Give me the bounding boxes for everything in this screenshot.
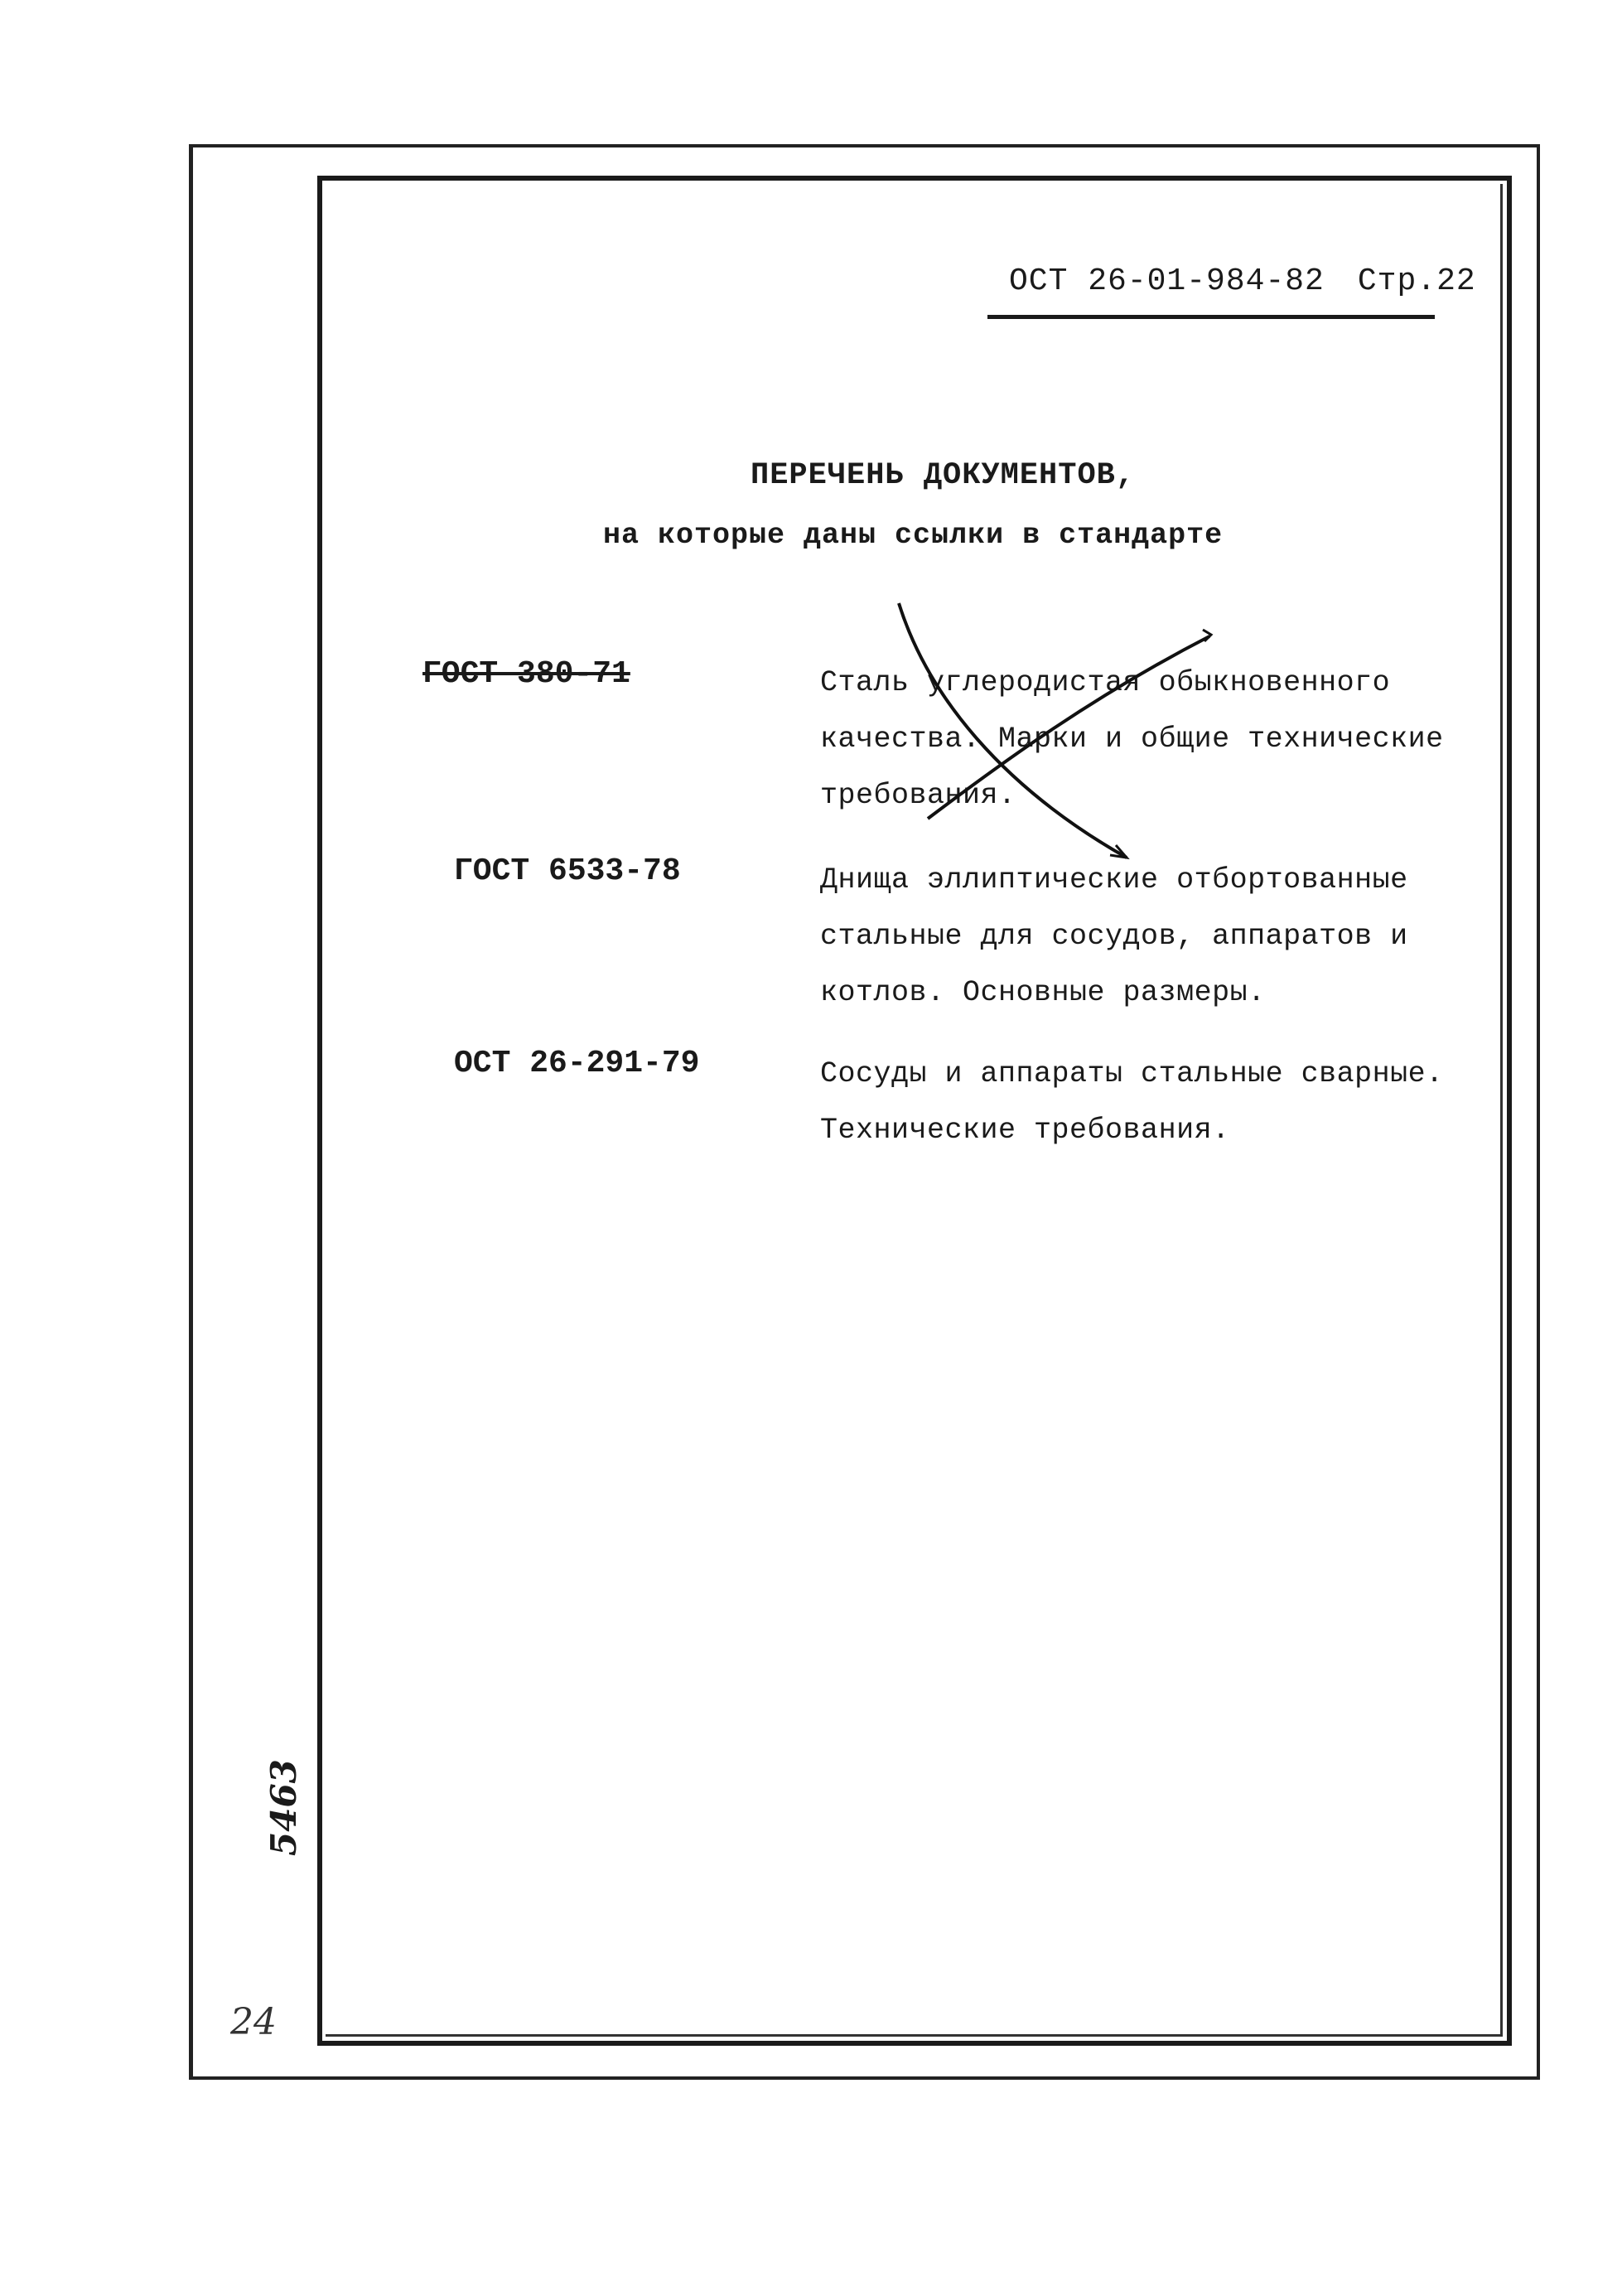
- reference-code-1: ГОСТ 380-71: [422, 656, 630, 692]
- header-underline: [987, 315, 1435, 319]
- inventory-stamp: 5463: [263, 1759, 304, 1856]
- page-title: ПЕРЕЧЕНЬ ДОКУМЕНТОВ,: [751, 458, 1136, 493]
- reference-description-2: Днища эллиптические отбортованные стальные для сосудов, аппаратов и котлов. Основные размеры.: [820, 863, 1408, 1009]
- document-number: ОСТ 26-01-984-82: [1009, 263, 1325, 299]
- strike-cross-mark: [878, 597, 1226, 878]
- reference-description-3: Сосуды и аппараты стальные сварные. Технические требования.: [820, 1057, 1444, 1147]
- reference-description-1: Сталь углеродистая обыкновенного качества. Марки и общие технические требования.: [820, 666, 1444, 812]
- reference-code-2: ГОСТ 6533-78: [454, 853, 681, 889]
- sheet-number: 24: [230, 2001, 277, 2043]
- page-number: Стр.22: [1357, 263, 1476, 299]
- page-header: [1009, 263, 1476, 299]
- reference-code-3: ОСТ 26-291-79: [454, 1046, 700, 1081]
- page-subtitle: на которые даны ссылки в стандарте: [603, 519, 1224, 552]
